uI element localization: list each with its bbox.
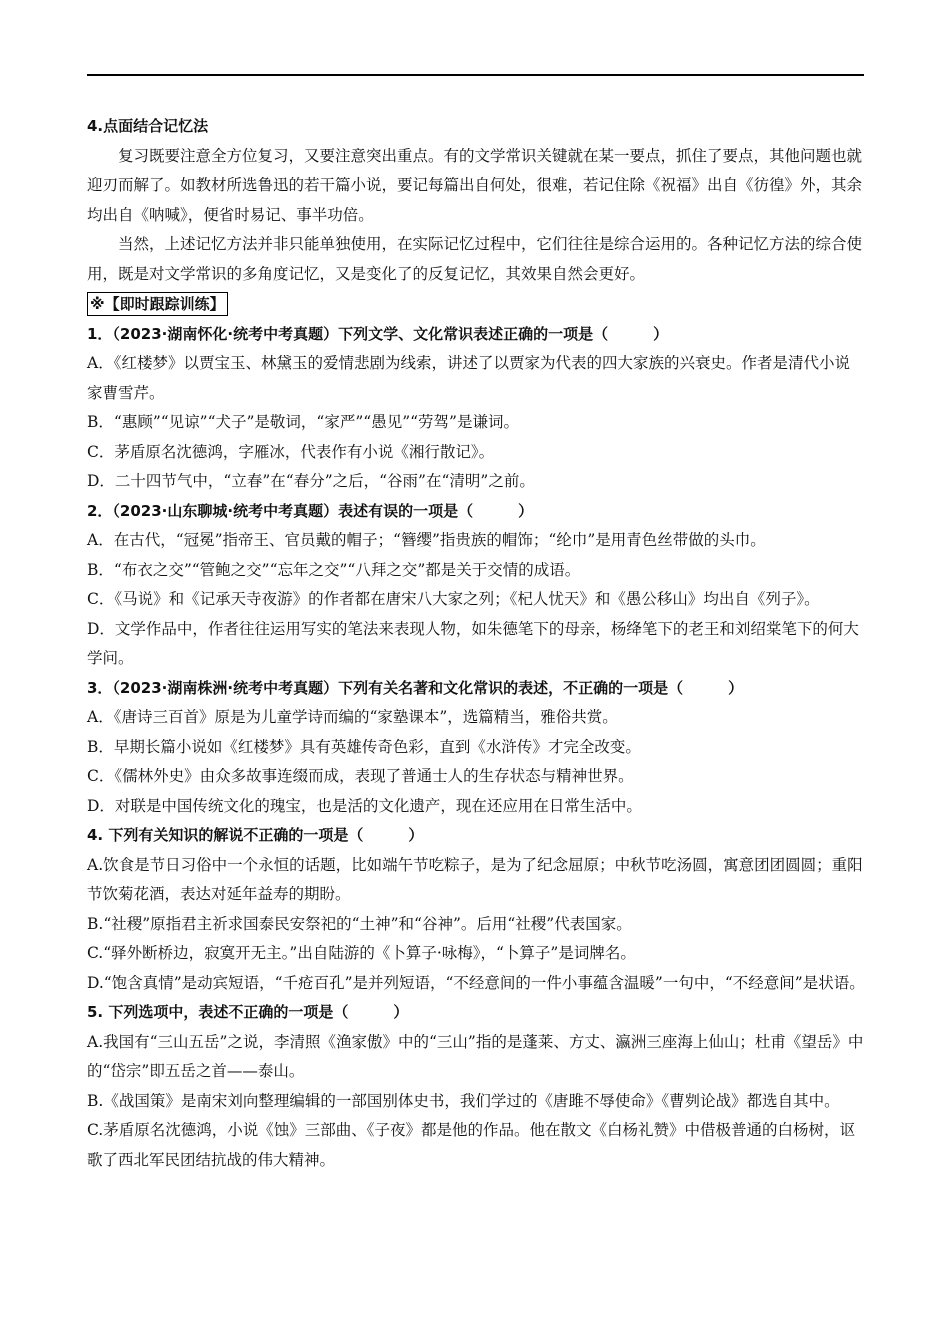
question-stem: 1．（2023·湖南怀化·统考中考真题）下列文学、文化常识表述正确的一项是（ ） [87,324,669,343]
option-d: D．对联是中国传统文化的瑰宝，也是活的文化遗产，现在还应用在日常生活中。 [87,796,642,815]
question-3 [87,674,865,822]
question-stem: 2．（2023·山东聊城·统考中考真题）表述有误的一项是（ ） [87,501,534,520]
option-c: C．《马说》和《记承天寺夜游》的作者都在唐宋八大家之列；《杞人忧天》和《愚公移山》均出自《列子》。 [87,590,820,608]
section-heading: 4.点面结合记忆法 [87,117,209,135]
option-b: B．“布衣之交”“管鲍之交”“忘年之交”“八拜之交”都是关于交情的成语。 [87,560,581,579]
question-5 [87,998,865,1175]
question-4 [87,821,865,998]
question-stem: 3．（2023·湖南株洲·统考中考真题）下列有关名著和文化常识的表述，不正确的一项是（ ） [87,678,744,697]
paragraph-1: 复习既要注意全方位复习，又要注意突出重点。有的文学常识关键就在某一要点，抓住了要点，其他问题也就迎刃而解了。如教材所选鲁迅的若干篇小说，要记每篇出自何处，很难，若记住除《祝福》出自《彷徨》外，其余均出自《呐喊》，便省时易记、事半功倍。 [87,146,863,224]
question-stem: 5. 下列选项中，表述不正确的一项是（ ） [87,1003,409,1021]
option-a: A．在古代，“冠冕”指帝王、官员戴的帽子；“簪缨”指贵族的帽饰；“纶巾”是用青色丝带做的头巾。 [87,531,766,549]
question-2 [87,497,865,674]
option-d: D．文学作品中，作者往往运用写实的笔法来表现人物，如朱德笔下的母亲，杨绛笔下的老王和刘绍棠笔下的何大学问。 [87,619,859,667]
question-1 [87,320,865,497]
option-a: A.我国有“三山五岳”之说，李清照《渔家傲》中的“三山”指的是蓬莱、方丈、瀛洲三座海上仙山；杜甫《望岳》中的“岱宗”即五岳之首——泰山。 [87,1032,864,1080]
option-c: C.茅盾原名沈德鸿，小说《蚀》三部曲、《子夜》都是他的作品。他在散文《白杨礼赞》中借极普通的白杨树，讴歌了西北军民团结抗战的伟大精神。 [87,1121,855,1169]
option-b: B.《战国策》是南宋刘向整理编辑的一部国别体史书，我们学过的《唐雎不辱使命》《曹刿论战》都选自其中。 [87,1091,840,1110]
header-rule [87,74,864,76]
option-c: C．茅盾原名沈德鸿，字雁冰，代表作有小说《湘行散记》。 [87,442,495,461]
option-d: D.“饱含真情”是动宾短语，“千疮百孔”是并列短语，“不经意间的一件小事蕴含温暖”一句中，“不经意间”是状语。 [87,973,865,992]
training-title: ※【即时跟踪训练】 [87,292,228,316]
option-d: D．二十四节气中，“立春”在“春分”之后，“谷雨”在“清明”之前。 [87,472,535,490]
document-body [87,112,865,1175]
option-a: A．《红楼梦》以贾宝玉、林黛玉的爱情悲剧为线索，讲述了以贾家为代表的四大家族的兴衰史。作者是清代小说家曹雪芹。 [87,354,850,402]
option-a: A.饮食是节日习俗中一个永恒的话题，比如端午节吃粽子，是为了纪念屈原；中秋节吃汤圆，寓意团团圆圆；重阳节饮菊花酒，表达对延年益寿的期盼。 [87,855,863,903]
option-a: A．《唐诗三百首》原是为儿童学诗而编的“家塾课本”，选篇精当，雅俗共赏。 [87,708,618,726]
option-b: B．早期长篇小说如《红楼梦》具有英雄传奇色彩，直到《水浒传》才完全改变。 [87,737,641,756]
question-stem: 4. 下列有关知识的解说不正确的一项是（ ） [87,826,424,844]
option-b: B.“社稷”原指君主祈求国泰民安祭祀的“土神”和“谷神”。后用“社稷”代表国家。 [87,914,632,933]
option-b: B．“惠顾”“见谅”“犬子”是敬词，“家严”“愚见”“劳驾”是谦词。 [87,413,519,431]
option-c: C.“驿外断桥边，寂寞开无主。”出自陆游的《卜算子·咏梅》，“卜算子”是词牌名。 [87,944,636,962]
paragraph-2: 当然，上述记忆方法并非只能单独使用，在实际记忆过程中，它们往往是综合运用的。各种记忆方法的综合使用，既是对文学常识的多角度记忆，又是变化了的反复记忆，其效果自然会更好。 [87,235,863,283]
option-c: C．《儒林外史》由众多故事连缀而成，表现了普通士人的生存状态与精神世界。 [87,767,634,785]
